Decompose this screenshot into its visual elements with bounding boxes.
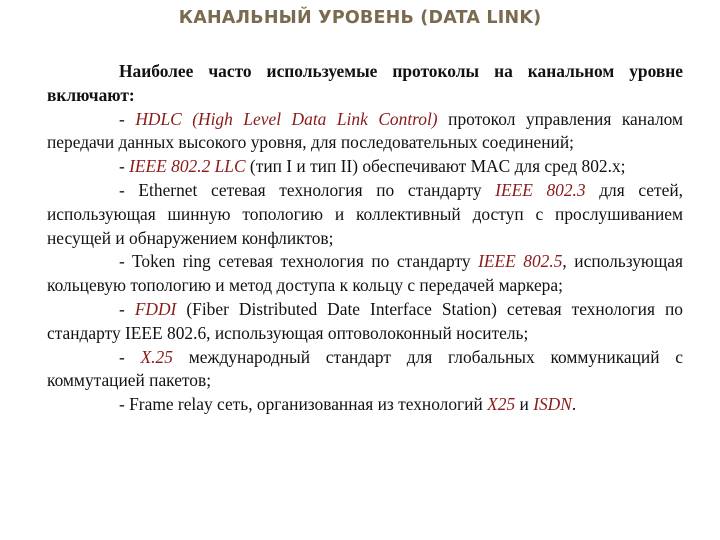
list-item-hdlc xyxy=(47,108,683,156)
slide-title: КАНАЛЬНЫЙ УРОВЕНЬ (DATA LINK) xyxy=(178,8,542,28)
term-fddi: FDDI xyxy=(134,298,177,319)
item-prefix: - xyxy=(119,346,141,367)
item-text: для сетей, использующая шинную топологию и коллективный доступ с прослушиванием несущей и обнаружением конфликтов; xyxy=(47,179,683,248)
item-text: - Token ring сетевая технология по стандарту xyxy=(119,251,479,272)
list-item-frame-relay xyxy=(47,393,683,417)
item-text: (тип I и тип II) обеспечивают MAC для сред 802.x; xyxy=(245,156,626,177)
item-text: и xyxy=(515,394,534,415)
item-text: - Frame relay сеть, организованная из технологий xyxy=(119,394,488,415)
item-prefix: - xyxy=(119,156,130,177)
term-ieee-802-5: IEEE 802.5 xyxy=(478,251,563,272)
term-x25-short: X25 xyxy=(487,394,516,415)
item-text: международный стандарт для глобальных коммуникаций с коммутацией пакетов; xyxy=(47,346,684,391)
slide-body xyxy=(47,60,683,417)
list-item-llc xyxy=(47,155,683,179)
item-prefix: - xyxy=(119,298,135,319)
item-text: - Ethernet сетевая технология по стандарту xyxy=(119,179,496,200)
term-hdlc: HDLC (High Level Data Link Control) xyxy=(135,108,438,129)
list-item-token-ring xyxy=(47,250,683,298)
item-text: , использующая кольцевую топологию и метод доступа к кольцу с передачей маркера; xyxy=(47,251,684,296)
item-text: . xyxy=(571,394,577,415)
list-item-ethernet xyxy=(47,179,683,250)
item-prefix: - xyxy=(119,108,136,129)
list-item-x25 xyxy=(47,346,683,394)
list-item-fddi xyxy=(47,298,683,346)
term-x25: X.25 xyxy=(140,346,173,367)
item-text: протокол управления каналом передачи данных высокого уровня, для последовательных соединений; xyxy=(47,108,684,153)
term-isdn: ISDN xyxy=(533,394,572,415)
intro-text: Наиболее часто используемые протоколы на канальном уровне включают: xyxy=(47,61,683,105)
item-text: (Fiber Distributed Date Interface Station) сетевая технология по стандарту IEEE 802.6, использующая оптоволоконный носитель; xyxy=(47,298,683,343)
term-ieee-802-3: IEEE 802.3 xyxy=(495,179,586,200)
term-llc: IEEE 802.2 LLC xyxy=(129,156,246,177)
